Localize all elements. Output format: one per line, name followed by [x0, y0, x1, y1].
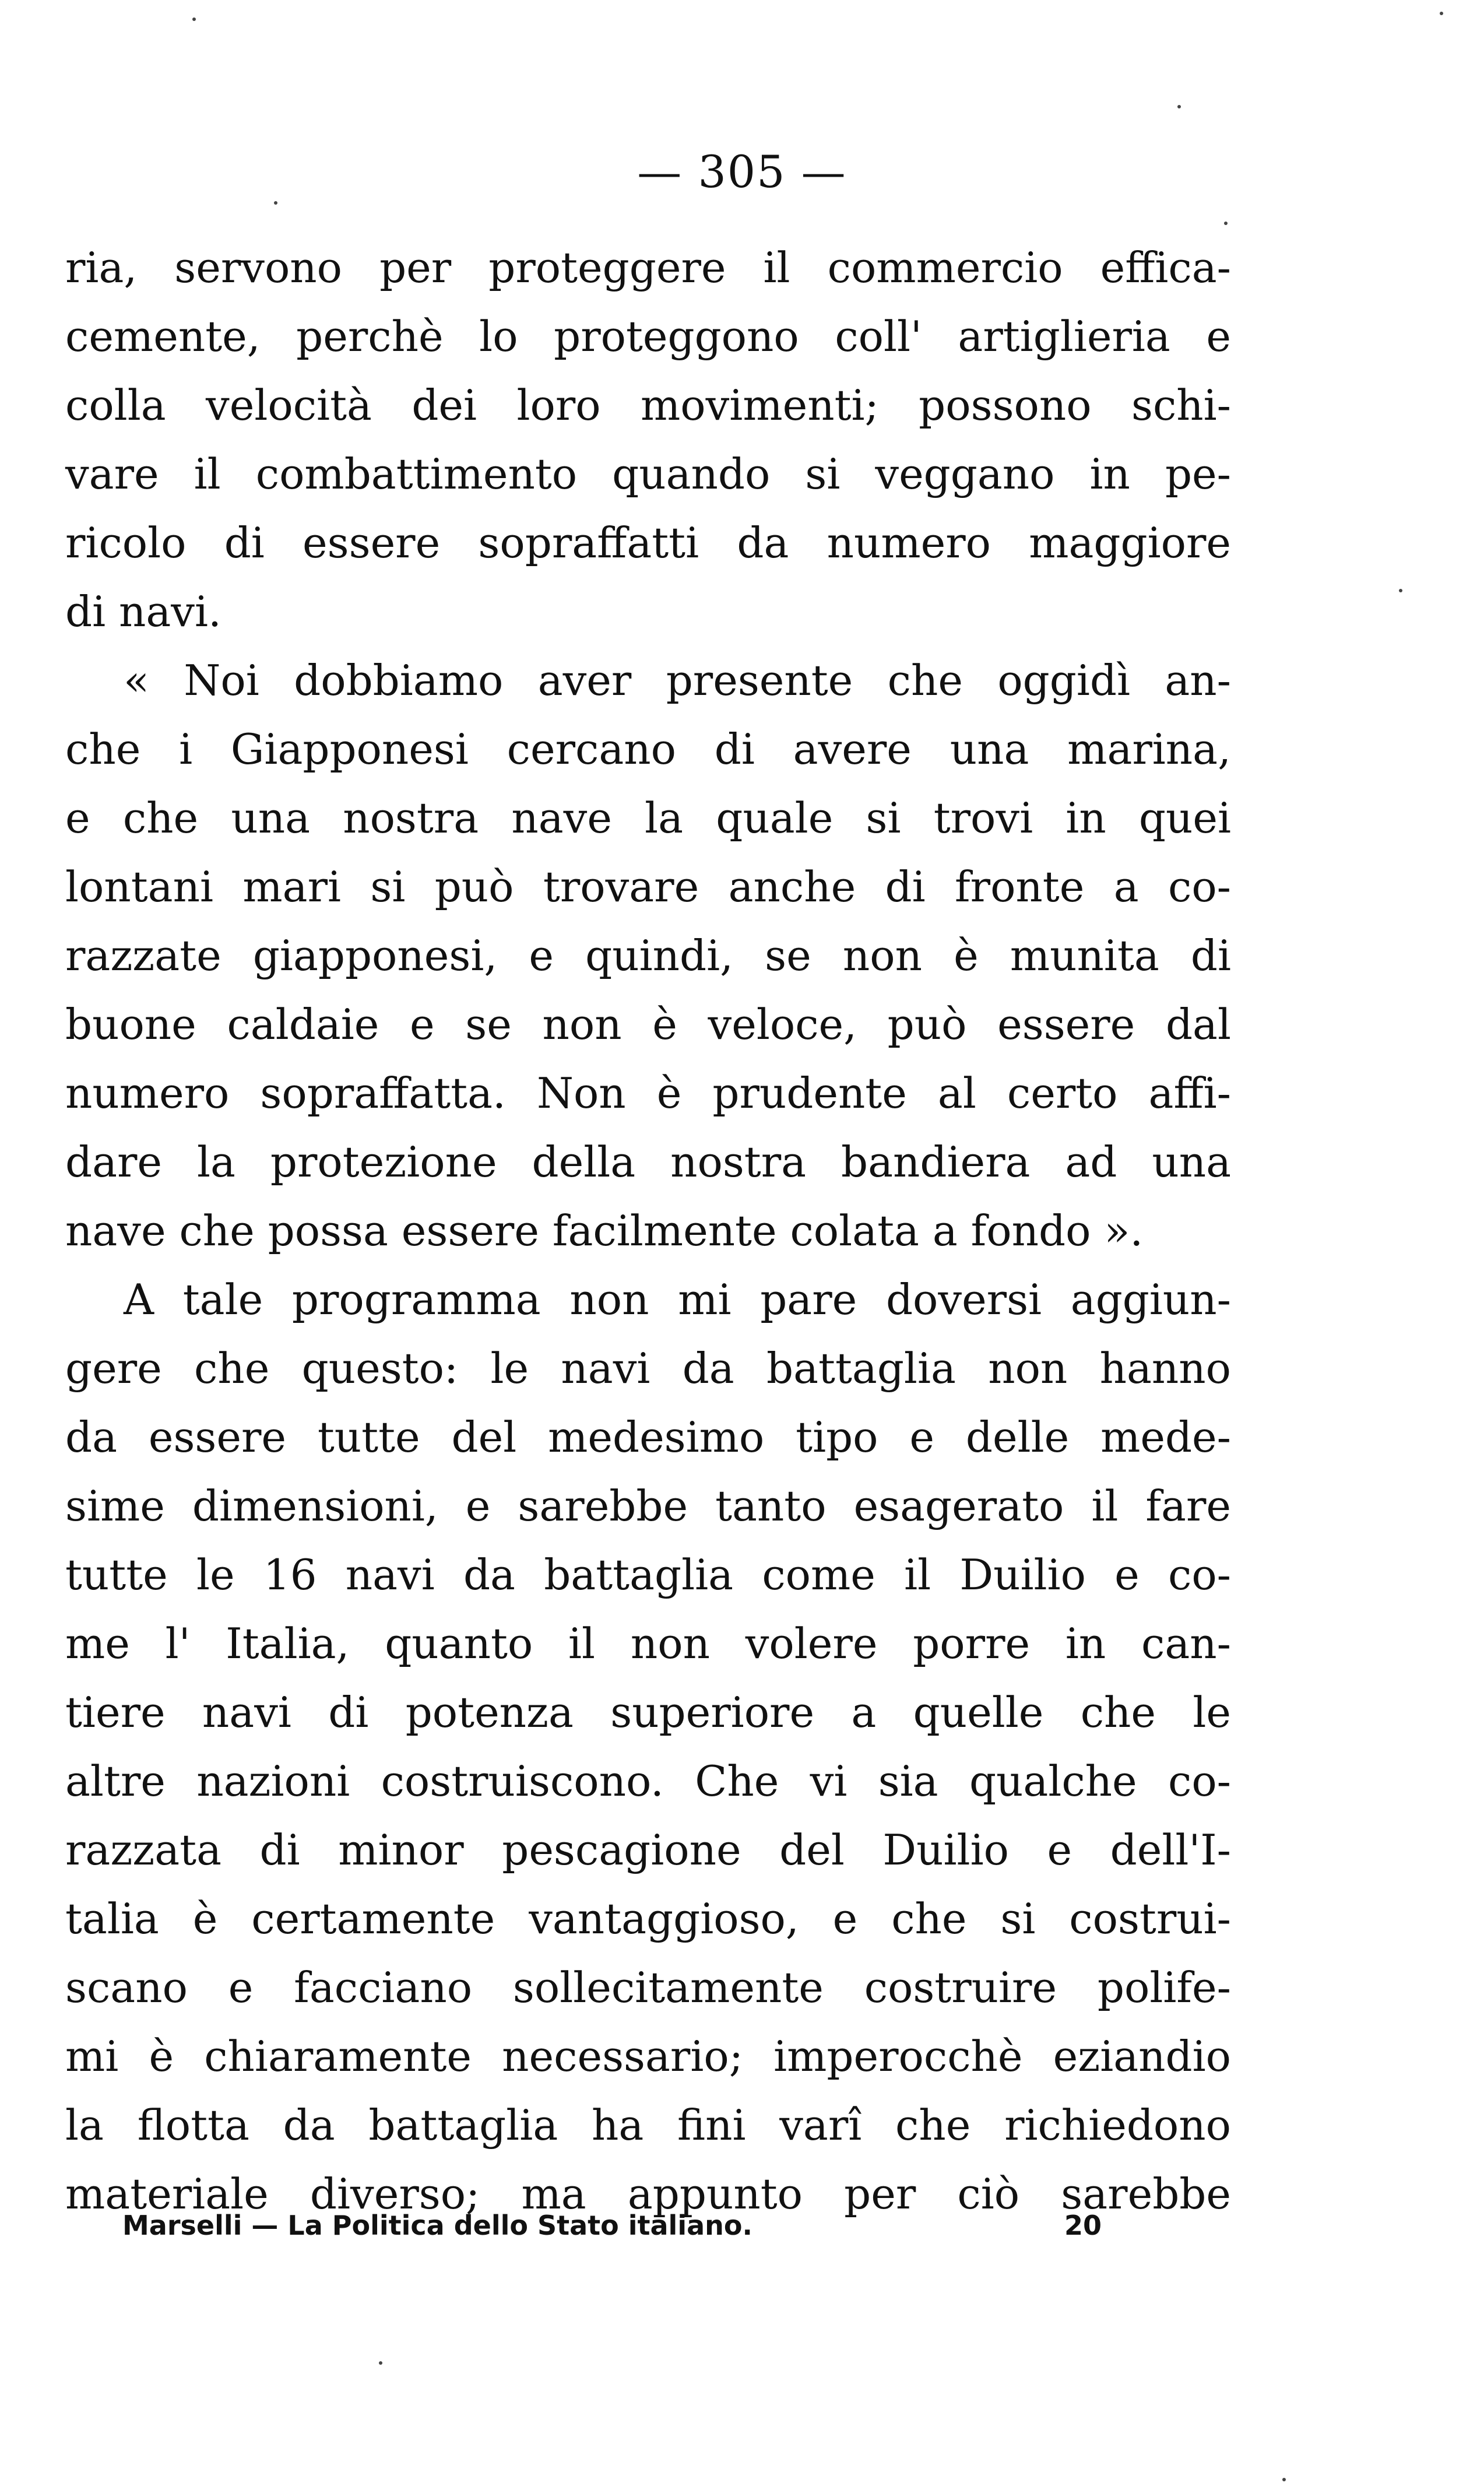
- text-line: la flotta da battaglia ha fini varî che richiedono: [65, 2101, 1231, 2150]
- print-speck: [1224, 222, 1228, 225]
- text-line: ria, servono per proteggere il commercio effica-: [65, 243, 1231, 292]
- text-line: A tale programma non mi pare doversi aggiun-: [124, 1275, 1231, 1324]
- print-speck: [274, 201, 277, 205]
- text-line: mi è chiaramente necessario; imperocchè eziandio: [65, 2032, 1231, 2081]
- body-text: [65, 233, 1231, 2228]
- text-line: razzata di minor pescagione del Duilio e dell'I-: [65, 1825, 1231, 1874]
- text-line: di navi.: [65, 587, 221, 636]
- text-line: nave che possa essere facilmente colata a fondo ».: [65, 1206, 1144, 1255]
- footer-title: Marselli — La Politica dello Stato italiano.: [122, 2210, 752, 2241]
- signature-mark: 20: [1064, 2210, 1102, 2241]
- text-line: sime dimensioni, e sarebbe tanto esagerato il fare: [65, 1481, 1231, 1530]
- text-line: e che una nostra nave la quale si trovi in quei: [65, 793, 1231, 842]
- text-line: vare il combattimento quando si veggano in pe-: [65, 450, 1231, 498]
- text-line: colla velocità dei loro movimenti; possono schi-: [65, 381, 1231, 430]
- text-line: altre nazioni costruiscono. Che vi sia qualche co-: [65, 1757, 1231, 1806]
- text-line: me l' Italia, quanto il non volere porre in can-: [65, 1619, 1231, 1668]
- text-line: lontani mari si può trovare anche di fronte a co-: [65, 862, 1231, 911]
- text-line: da essere tutte del medesimo tipo e delle mede-: [65, 1413, 1231, 1462]
- print-speck: [379, 2361, 382, 2365]
- text-line: materiale diverso; ma appunto per ciò sarebbe: [65, 2169, 1231, 2218]
- text-line: ricolo di essere sopraffatti da numero maggiore: [65, 518, 1231, 567]
- print-speck: [1440, 12, 1443, 15]
- text-line: talia è certamente vantaggioso, e che si costrui-: [65, 1894, 1231, 1943]
- text-line: tiere navi di potenza superiore a quelle che le: [65, 1688, 1231, 1737]
- text-line: numero sopraffatta. Non è prudente al certo affi-: [65, 1069, 1231, 1118]
- text-line: scano e facciano sollecitamente costruire polife-: [65, 1963, 1231, 2012]
- print-speck: [1399, 589, 1402, 592]
- text-line: « Noi dobbiamo aver presente che oggidì an-: [124, 656, 1231, 705]
- print-speck: [1177, 105, 1181, 108]
- text-line: dare la protezione della nostra bandiera ad una: [65, 1137, 1231, 1186]
- page-footer: [122, 2210, 1102, 2241]
- text-line: buone caldaie e se non è veloce, può essere dal: [65, 1000, 1231, 1049]
- text-line: che i Giapponesi cercano di avere una marina,: [65, 725, 1231, 774]
- text-line: razzate giapponesi, e quindi, se non è munita di: [65, 931, 1231, 980]
- text-line: cemente, perchè lo proteggono coll' artiglieria e: [65, 312, 1231, 361]
- page-number: — 305 —: [637, 146, 847, 198]
- text-line: gere che questo: le navi da battaglia non hanno: [65, 1344, 1231, 1393]
- print-speck: [192, 17, 196, 21]
- text-line: tutte le 16 navi da battaglia come il Duilio e co-: [65, 1550, 1231, 1599]
- print-speck: [1282, 2478, 1286, 2481]
